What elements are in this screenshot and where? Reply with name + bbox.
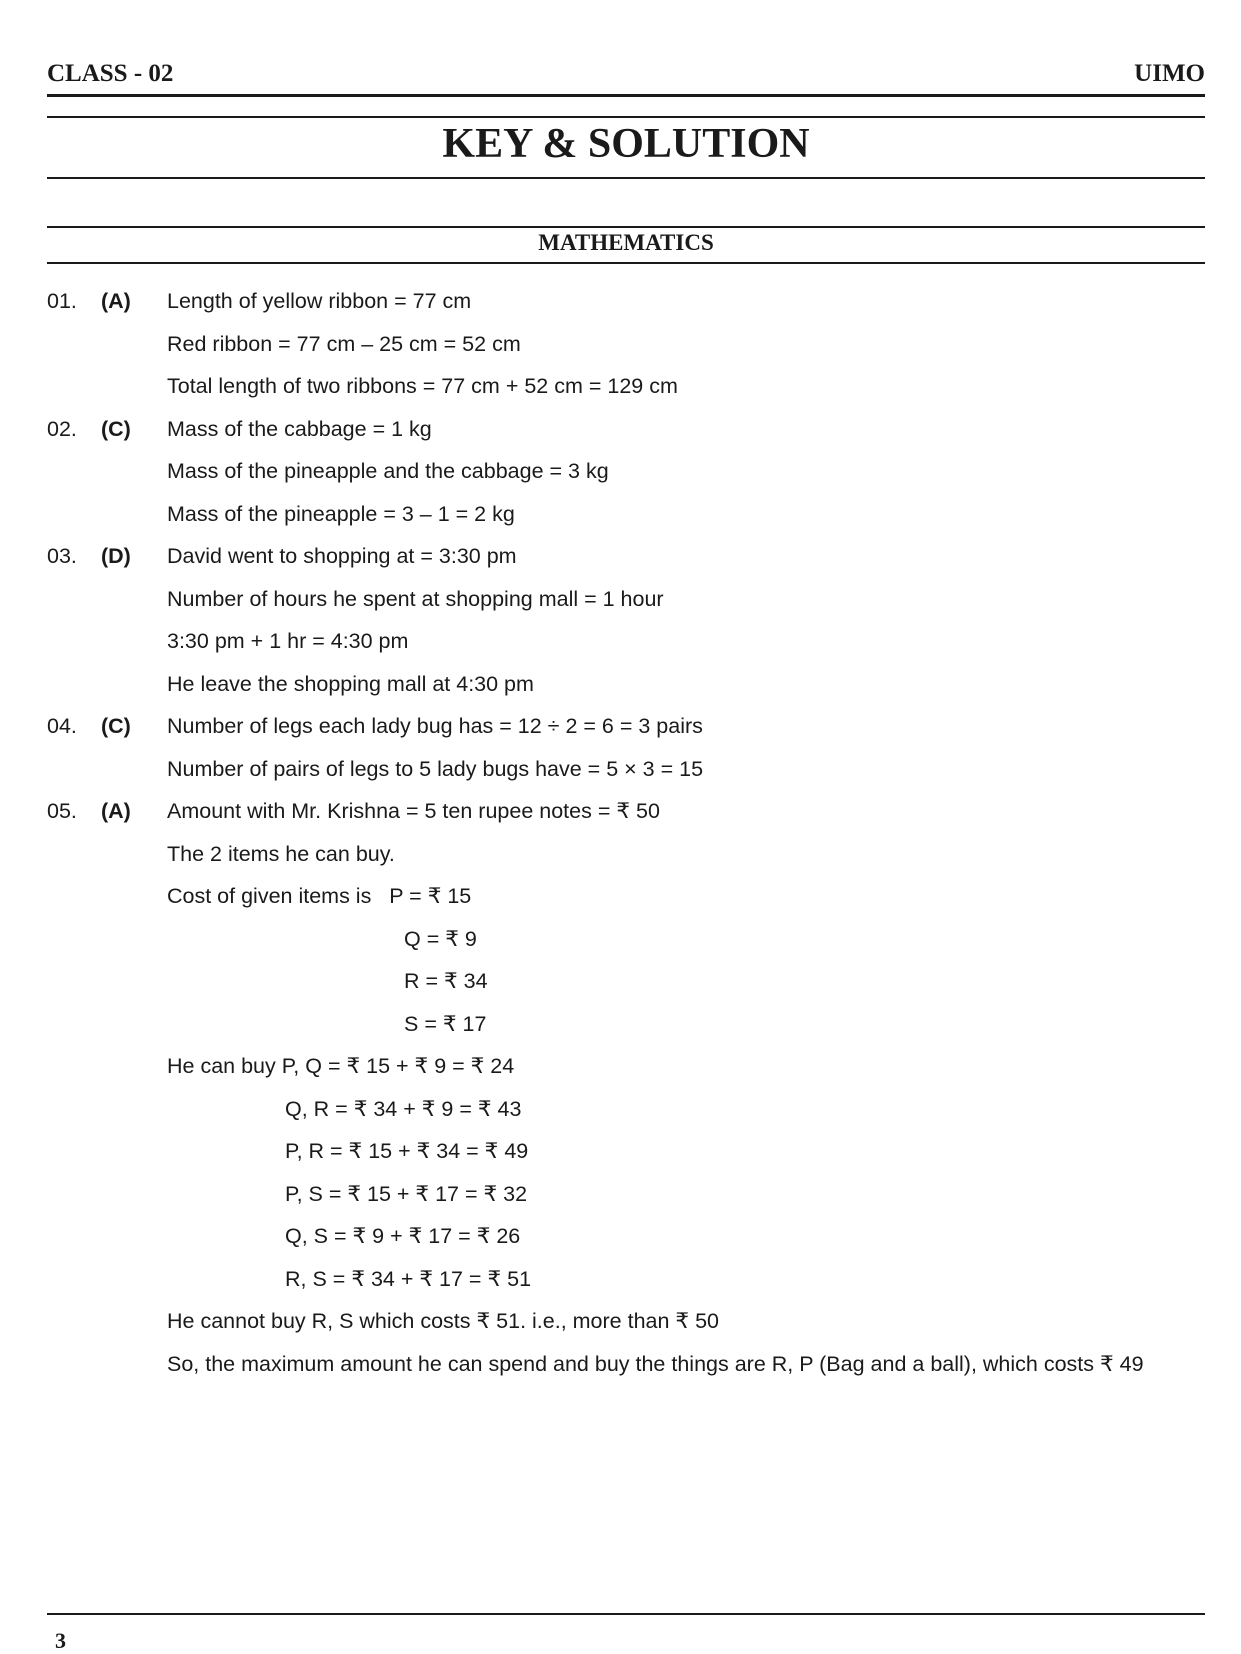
solution-line — [0, 535, 1241, 578]
solution-text: He leave the shopping mall at 4:30 pm — [167, 671, 534, 696]
solution-text: So, the maximum amount he can spend and buy the things are R, P (Bag and a ball), which costs ₹ 49 — [167, 1351, 1144, 1376]
question-number: 02. — [47, 416, 77, 441]
solution-text: He can buy P, Q = ₹ 15 + ₹ 9 = ₹ 24 — [167, 1054, 515, 1078]
question-number: 01. — [47, 289, 77, 313]
solution-line — [0, 663, 1241, 706]
answer-key: (A) — [101, 289, 131, 313]
solution-text: Total length of two ribbons = 77 cm + 52 cm = 129 cm — [167, 374, 678, 398]
solution-line — [0, 1130, 1241, 1173]
solution-text: He cannot buy R, S which costs ₹ 51. i.e., more than ₹ 50 — [167, 1309, 719, 1333]
solution-text: Q = ₹ 9 — [404, 926, 477, 951]
solution-line — [0, 748, 1241, 791]
question-number: 05. — [47, 799, 77, 823]
header-rule — [47, 94, 1205, 97]
solution-text: R, S = ₹ 34 + ₹ 17 = ₹ 51 — [285, 1266, 532, 1291]
solution-text: The 2 items he can buy. — [167, 841, 395, 866]
solution-text: Mass of the pineapple = 3 – 1 = 2 kg — [167, 501, 515, 526]
solution-text: Cost of given items is P = ₹ 15 — [167, 884, 472, 908]
class-label: CLASS - 02 — [47, 60, 174, 87]
solution-line — [0, 323, 1241, 366]
solution-line — [0, 960, 1241, 1003]
answer-key: (A) — [101, 799, 131, 823]
solution-text: P, S = ₹ 15 + ₹ 17 = ₹ 32 — [285, 1181, 528, 1206]
subject-bottom-rule — [47, 262, 1205, 264]
exam-label: UIMO — [1134, 60, 1205, 87]
solution-text: Mass of the cabbage = 1 kg — [167, 416, 432, 441]
solution-text: Q, R = ₹ 34 + ₹ 9 = ₹ 43 — [285, 1096, 522, 1121]
solution-text: Red ribbon = 77 cm – 25 cm = 52 cm — [167, 331, 521, 356]
solution-text: Mass of the pineapple and the cabbage = 3 kg — [167, 459, 609, 483]
question-number: 03. — [47, 544, 77, 568]
solution-text: 3:30 pm + 1 hr = 4:30 pm — [167, 629, 409, 653]
solution-text: David went to shopping at = 3:30 pm — [167, 544, 517, 568]
solution-list — [0, 280, 1241, 1385]
solution-text: P, R = ₹ 15 + ₹ 34 = ₹ 49 — [285, 1139, 529, 1163]
solution-line — [0, 1045, 1241, 1088]
subject-top-rule — [47, 226, 1205, 228]
solution-line — [0, 280, 1241, 323]
solution-line — [0, 918, 1241, 961]
answer-key: (C) — [101, 416, 131, 441]
answer-key: (D) — [101, 544, 131, 568]
solution-text: S = ₹ 17 — [404, 1011, 487, 1036]
solution-text: Number of hours he spent at shopping mall = 1 hour — [167, 586, 664, 611]
solution-text: Length of yellow ribbon = 77 cm — [167, 289, 472, 313]
solution-line — [0, 790, 1241, 833]
solution-line — [0, 1300, 1241, 1343]
answer-key: (C) — [101, 714, 131, 738]
solution-line — [0, 493, 1241, 536]
solution-line — [0, 1343, 1241, 1386]
solution-line — [0, 365, 1241, 408]
solution-line — [0, 408, 1241, 451]
title-bottom-rule — [47, 177, 1205, 179]
solution-line — [0, 450, 1241, 493]
solution-text: Number of pairs of legs to 5 lady bugs have = 5 × 3 = 15 — [167, 756, 704, 781]
solution-line — [0, 1258, 1241, 1301]
page-number: 3 — [55, 1628, 66, 1653]
solution-line — [0, 705, 1241, 748]
solution-line — [0, 875, 1241, 918]
solution-text: Q, S = ₹ 9 + ₹ 17 = ₹ 26 — [285, 1224, 521, 1248]
title-top-rule — [47, 116, 1205, 118]
question-number: 04. — [47, 714, 77, 738]
footer-rule — [47, 1613, 1205, 1615]
solution-line — [0, 578, 1241, 621]
solution-line — [0, 1003, 1241, 1046]
solution-text: R = ₹ 34 — [404, 969, 488, 993]
solution-line — [0, 1173, 1241, 1216]
solution-line — [0, 1088, 1241, 1131]
solution-line — [0, 833, 1241, 876]
solution-line — [0, 620, 1241, 663]
page-title: KEY & SOLUTION — [442, 121, 810, 167]
solution-text: Amount with Mr. Krishna = 5 ten rupee notes = ₹ 50 — [167, 799, 660, 823]
solution-text: Number of legs each lady bug has = 12 ÷ 2 = 6 = 3 pairs — [167, 714, 703, 738]
solution-line — [0, 1215, 1241, 1258]
subject-heading: MATHEMATICS — [538, 230, 714, 255]
